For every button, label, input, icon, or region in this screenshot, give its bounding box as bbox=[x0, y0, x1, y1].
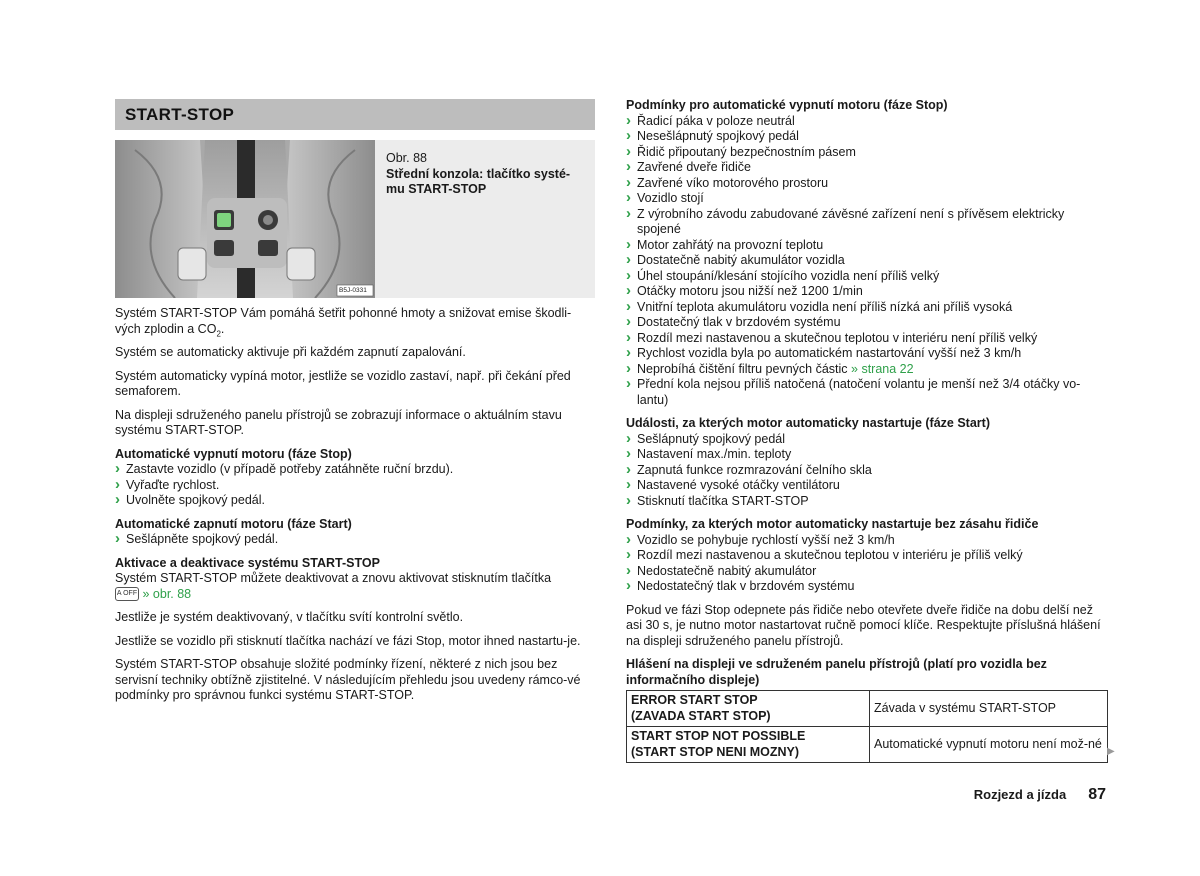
list-item: › Zavřené dveře řidiče bbox=[626, 160, 1108, 176]
message-desc-cell: Automatické vypnutí motoru není mož-né bbox=[870, 727, 1108, 763]
list-item: › Otáčky motoru jsou nižší než 1200 1/min bbox=[626, 284, 1108, 300]
list-item: › Sešlápnutý spojkový pedál bbox=[626, 432, 1108, 448]
paragraph-deactivated: Jestliže je systém deaktivovaný, v tlačítku svítí kontrolní světlo. bbox=[115, 610, 464, 624]
paragraph-stop-phase: Jestliže se vozidlo při stisknutí tlačítka nachází ve fázi Stop, motor ihned nastartu-je. bbox=[115, 633, 581, 648]
start-phase-list bbox=[115, 532, 595, 548]
auto-start-title: Podmínky, za kterých motor automaticky nastartuje bez zásahu řidiče bbox=[626, 517, 1039, 531]
list-item bbox=[626, 362, 1108, 378]
section-title: START-STOP bbox=[115, 99, 595, 130]
caption-line-2: mu START-STOP bbox=[386, 182, 487, 196]
filter-text: Neprobíhá čištění filtru pevných částic bbox=[637, 361, 848, 376]
list-item: › Zavřené víko motorového prostoru bbox=[626, 176, 1108, 192]
paragraph-display-info: Na displeji sdruženého panelu přístrojů se zobrazují informace o aktuálním stavu systému START-STOP. bbox=[115, 407, 562, 437]
table-row bbox=[627, 691, 1108, 727]
start-events-title: Události, za kterých motor automaticky nastartuje (fáze Start) bbox=[626, 416, 990, 430]
activation-paragraph bbox=[115, 571, 595, 602]
list-item: › Rychlost vozidla byla po automatickém nastartování vyšší než 3 km/h bbox=[626, 346, 1108, 362]
display-messages-title: Hlášení na displeji ve sdruženém panelu přístrojů (platí pro vozidla bez informačního displeje) bbox=[626, 657, 1047, 687]
co2-subscript: 2 bbox=[216, 329, 221, 338]
list-item: › Uvolněte spojkový pedál. bbox=[115, 493, 595, 509]
paragraph-engine-off: Systém automaticky vypíná motor, jestliže se vozidlo zastaví, např. při čekání před semaforem. bbox=[115, 368, 571, 398]
left-column bbox=[115, 99, 595, 712]
list-item: › Nesešlápnutý spojkový pedál bbox=[626, 129, 1108, 145]
paragraph-activation: Systém se automaticky aktivuje při každém zapnutí zapalování. bbox=[115, 345, 466, 359]
list-item: › Dostatečně nabitý akumulátor vozidla bbox=[626, 253, 1108, 269]
start-phase-title: Automatické zapnutí motoru (fáze Start) bbox=[115, 516, 352, 531]
figure-reference-link[interactable]: » obr. 88 bbox=[142, 586, 192, 601]
table-row bbox=[627, 727, 1108, 763]
list-item: › Dostatečný tlak v brzdovém systému bbox=[626, 315, 1108, 331]
footer-section-name: Rozjezd a jízda bbox=[973, 787, 1067, 802]
stop-conditions-title: Podmínky pro automatické vypnutí motoru (fáze Stop) bbox=[626, 98, 948, 112]
list-item: › Motor zahřátý na provozní teplotu bbox=[626, 238, 1108, 254]
list-item: › Rozdíl mezi nastavenou a skutečnou teplotou v interiéru není příliš velký bbox=[626, 331, 1108, 347]
list-item: › Řadicí páka v poloze neutrál bbox=[626, 114, 1108, 130]
center-console-illustration bbox=[115, 140, 375, 298]
list-item: › Vyřaďte rychlost. bbox=[115, 478, 595, 494]
list-item: › Zastavte vozidlo (v případě potřeby zatáhněte ruční brzdu). bbox=[115, 462, 595, 478]
list-item: › Nedostatečný tlak v brzdovém systému bbox=[626, 579, 1108, 595]
intro-end: . bbox=[220, 321, 225, 336]
list-item: › Přední kola nejsou příliš natočená (natočení volantu je menší než 3/4 otáčky vo-lantu) bbox=[626, 377, 1108, 408]
paragraph-seatbelt: Pokud ve fázi Stop odepnete pás řidiče nebo otevřete dveře řidiče na dobu delší než asi 30 s, je nutno motor nastartovat ručně pomocí klíče. Respektujte příslušná hlášení na displeji sdruženého panelu přístrojů. bbox=[626, 602, 1101, 648]
paragraph-conditions: Systém START-STOP obsahuje složité podmínky řízení, některé z nich jsou bez servisní techniky obtížně zjistitelné. V následujícím přehledu jsou uvedeny rámco-vé podmínky pro správnou funkci systému START-STOP. bbox=[115, 657, 581, 702]
list-item: › Rozdíl mezi nastavenou a skutečnou teplotou v interiéru je příliš velký bbox=[626, 548, 1108, 564]
list-item: › Nastavení max./min. teploty bbox=[626, 447, 1108, 463]
stop-conditions-list bbox=[626, 114, 1108, 409]
figure-block bbox=[115, 140, 595, 298]
figure-caption bbox=[375, 140, 570, 298]
intro-text: Systém START-STOP Vám pomáhá šetřit pohonné hmoty a snižovat emise škodli-vých zplodin a CO bbox=[115, 306, 572, 336]
list-item: › Vozidlo se pohybuje rychlostí vyšší než 3 km/h bbox=[626, 533, 1108, 549]
list-item: › Sešlápněte spojkový pedál. bbox=[115, 532, 595, 548]
list-item: › Zapnutá funkce rozmrazování čelního skla bbox=[626, 463, 1108, 479]
list-item: › Z výrobního závodu zabudované závěsné zařízení není s přívěsem elektricky spojené bbox=[626, 207, 1108, 238]
list-item: › Vnitřní teplota akumulátoru vozidla není příliš nízká ani příliš vysoká bbox=[626, 300, 1108, 316]
right-column bbox=[626, 98, 1108, 763]
intro-paragraph bbox=[115, 306, 595, 337]
caption-line-1: Střední konzola: tlačítko systé- bbox=[386, 166, 571, 181]
continue-arrow-icon: ▶ bbox=[1107, 746, 1115, 757]
stop-phase-title: Automatické vypnutí motoru (fáze Stop) bbox=[115, 446, 352, 461]
message-code: ERROR START STOP bbox=[631, 693, 758, 707]
start-stop-button-icon: A OFF bbox=[115, 587, 139, 601]
message-code-cell bbox=[627, 727, 870, 763]
list-item: › Stisknutí tlačítka START-STOP bbox=[626, 494, 1108, 510]
auto-start-list bbox=[626, 533, 1108, 595]
stop-phase-list bbox=[115, 462, 595, 509]
console-photo bbox=[115, 140, 375, 298]
list-item: › Nastavené vysoké otáčky ventilátoru bbox=[626, 478, 1108, 494]
message-code-cell bbox=[627, 691, 870, 727]
message-code-cz: (START STOP NENI MOZNY) bbox=[631, 744, 800, 759]
message-code: START STOP NOT POSSIBLE bbox=[631, 729, 806, 743]
list-item: › Nedostatečně nabitý akumulátor bbox=[626, 564, 1108, 580]
image-code: B5J-0331 bbox=[339, 287, 367, 294]
message-code-cz: (ZAVADA START STOP) bbox=[631, 708, 771, 723]
figure-number: Obr. 88 bbox=[386, 151, 427, 165]
message-desc-cell: Závada v systému START-STOP bbox=[870, 691, 1108, 727]
list-item: › Vozidlo stojí bbox=[626, 191, 1108, 207]
activation-title: Aktivace a deaktivace systému START-STOP bbox=[115, 555, 380, 570]
page-number: 87 bbox=[1088, 786, 1106, 803]
activation-text: Systém START-STOP můžete deaktivovat a znovu aktivovat stisknutím tlačítka bbox=[115, 571, 552, 585]
page-reference-link[interactable]: » strana 22 bbox=[851, 361, 914, 376]
display-messages-table bbox=[626, 690, 1108, 763]
list-item: › Úhel stoupání/klesání stojícího vozidla není příliš velký bbox=[626, 269, 1108, 285]
page-footer bbox=[974, 787, 1106, 803]
start-events-list bbox=[626, 432, 1108, 510]
list-item: › Řidič připoutaný bezpečnostním pásem bbox=[626, 145, 1108, 161]
